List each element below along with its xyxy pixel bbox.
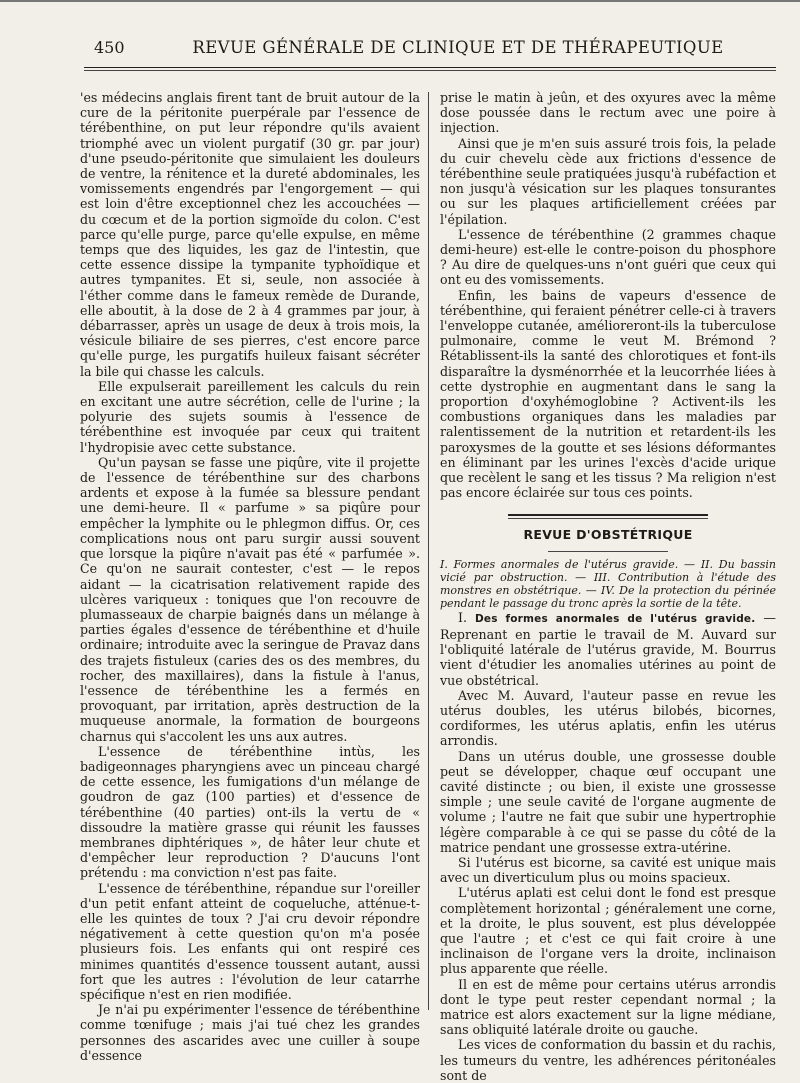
subsection-title: Des formes anormales de l'utérus gravide. — [474, 612, 756, 625]
subsection-number: I. — [458, 609, 467, 625]
paragraph: L'essence de térébenthine (2 grammes chaque demi-heure) est-elle le contre-poison du phosphore ? Au dire de quelques-uns n'ont guéri que ceux qui ont eu des vomissements. — [440, 226, 776, 288]
paragraph: Si l'utérus est bicorne, sa cavité est unique mais avec un diverticulum plus ou moins spacieux. — [440, 854, 776, 886]
column-divider — [428, 92, 429, 1010]
paragraph: prise le matin à jeûn, et des oxyures avec la même dose poussée dans le rectum avec une poire à injection. — [440, 90, 776, 136]
subsection-first-paragraph — [440, 610, 776, 688]
right-column — [440, 90, 776, 1083]
page-header — [94, 38, 774, 62]
paragraph: Il en est de même pour certains utérus arrondis dont le type peut rester cependant normal ; la matrice est alors exactement sur la ligne médiane, sans obliquité latérale droite ou gauche. — [440, 976, 776, 1038]
paragraph: Avec M. Auvard, l'auteur passe en revue les utérus doubles, les utérus bilobés, bicornes, cordiformes, les utérus aplatis, enfin les utérus arrondis. — [440, 687, 776, 749]
paragraph: Ainsi que je m'en suis assuré trois fois, la pelade du cuir chevelu cède aux frictions d'essence de térébenthine seule pratiquées jusqu'à rubéfaction et non jusqu'à vésication sur les plaques tonsurantes ou sur les plaques artificiellement créées par l'épilation. — [440, 135, 776, 227]
paragraph: Elle expulserait pareillement les calculs du rein en excitant une autre sécrétion, celle de l'urine ; la polyurie des sujets soumis à l'essence de térébenthine est invoquée par ceux qui traitent l'hydropisie avec cette substance. — [80, 378, 420, 455]
section-rule-short — [548, 551, 668, 552]
paragraph: 'es médecins anglais firent tant de bruit autour de la cure de la péritonite puerpérale par l'essence de térébenthine, on put leur répondre qu'ils avaient triomphé avec un violent purgatif (30 gr. par jour) d'une pseudo-péritonite que simulaient les douleurs de ventre, la rénitence et la dureté abdominales, les vomissements engendrés par l'engorgement — qui est loin d'être exceptionnel chez les accouchées — du cœcum et de la portion sigmoïde du colon. C'est parce qu'elle purge, parce qu'elle expulse, en même temps que des liquides, les gaz de l'intestin, que cette essence dissipe la tympanite typhoïdique et autres tympanites. Et si, seule, non associée à l'éther comme dans le fameux remède de Durande, elle aboutit, à la dose de 2 à 4 grammes par jour, à débarrasser, après un usage de deux à trois mois, la vésicule biliaire de ses pierres, c'est encore parce qu'elle purge, les purgatifs huileux faisant sécréter la bile qui chasse les calculs. — [80, 90, 420, 379]
paragraph: Dans un utérus double, une grossesse double peut se développer, chaque œuf occupant une cavité distincte ; ou bien, il existe une grossesse simple ; une seule cavité de l'organe augmente de volume ; l'autre ne fait que subir une hypertrophie légère comparable à ce qui se passe du côté de la matrice pendant une grossesse extra-utérine. — [440, 748, 776, 855]
paragraph: Qu'un paysan se fasse une piqûre, vite il projette de l'essence de térébenthine sur des charbons ardents et expose à la fumée sa blessure pendant une demi-heure. Il « parfume » sa piqûre pour empêcher la lymphite ou le phlegmon diffus. Or, ces complications nous ont paru surgir aussi souvent que lorsque la piqûre n'avait pas été « parfumée ». Ce qu'on ne saurait contester, c'est — le repos aidant — la cicatrisation relativement rapide des ulcères variqueux : toniques que l'on recouvre de plumasseaux de charpie baignés dans un mélange à parties égales d'essence de térébenthine et d'huile ordinaire; introduite avec la seringue de Pravaz dans des trajets fistuleux (caries des os des membres, du rocher, des maxillaires), dans la fistule à l'anus, l'essence de térébenthine les a fermés en provoquant, par irritation, après destruction de la muqueuse anormale, la formation de bourgeons charnus qui s'accolent les uns aux autres. — [80, 454, 420, 744]
paragraph: Enfin, les bains de vapeurs d'essence de térébenthine, qui feraient pénétrer celle-ci à travers l'enveloppe cutanée, amélioreront-ils la tuberculose pulmonaire, comme le veut M. Brémond ? Rétablissent-ils la santé des chlorotiques et font-ils disparaître la dysménorrhée et la leucorrhée liées à cette dystrophie en augmentant dans le sang la proportion d'oxyhémoglobine ? Activent-ils les combustions organiques dans les maladies par ralentissement de la nutrition et retardent-ils les paroxysmes de la goutte et ses lésions déformantes en éliminant par les urines l'excès d'acide urique que recèlent le sang et les tissus ? Ma religion n'est pas encore éclairée sur tous ces points. — [440, 287, 776, 501]
section-summary: I. Formes anormales de l'utérus gravide. — II. Du bassin vicié par obstruction. — III. Contribution à l'étude des monstres en obstétrique. — IV. De la protection du périnée pendant le passage du tronc après la sortie de la tête. — [440, 557, 776, 610]
page-number: 450 — [94, 38, 125, 57]
running-title: REVUE GÉNÉRALE DE CLINIQUE ET DE THÉRAPEUTIQUE — [192, 38, 724, 57]
subsection-text: — Reprenant en partie le travail de M. Auvard sur l'obliquité latérale de l'utérus gravide, M. Bourrus vient d'étudier les anomalies utérines au point de vue obstétrical. — [440, 609, 776, 688]
section-title: REVUE D'OBSTÉTRIQUE — [523, 527, 693, 543]
section-rule — [508, 514, 708, 519]
header-rule-thin — [84, 70, 776, 71]
paragraph: Les vices de conformation du bassin et du rachis, les tumeurs du ventre, les adhérences péritonéales sont de — [440, 1037, 776, 1083]
header-rule — [84, 67, 776, 68]
paragraph: L'essence de térébenthine intùs, les badigeonnages pharyngiens avec un pinceau chargé de cette essence, les fumigations d'un mélange de goudron de gaz (100 parties) et d'essence de térébenthine (40 parties) ont-ils la vertu de « dissoudre la matière grasse qui réunit les fausses membranes diphtériques », de hâter leur chute et d'empêcher leur reproduction ? D'aucuns l'ont prétendu : ma conviction n'est pas faite. — [80, 743, 420, 881]
paragraph: Je n'ai pu expérimenter l'essence de térébenthine comme tœnifuge ; mais j'ai tué chez les grandes personnes des ascarides avec une cuiller à soupe d'essence — [80, 1002, 420, 1063]
paragraph: L'essence de térébenthine, répandue sur l'oreiller d'un petit enfant atteint de coqueluche, atténue-t-elle les quintes de toux ? J'ai cru devoir répondre négativement à cette question qu'on m'a posée plusieurs fois. Les enfants qui ont respiré ces minimes quantités d'essence toussent autant, aussi fort que les autres : l'évolution de leur catarrhe spécifique n'est en rien modifiée. — [80, 880, 420, 1002]
paragraph: L'utérus aplati est celui dont le fond est presque complètement horizontal ; généralement une corne, et la droite, le plus souvent, est plus développée que l'autre ; et c'est ce qui fait croire à une inclinaison de l'organe vers la droite, inclinaison plus apparente que réelle. — [440, 885, 776, 977]
top-edge-rule — [0, 0, 800, 10]
left-column — [80, 90, 420, 1063]
